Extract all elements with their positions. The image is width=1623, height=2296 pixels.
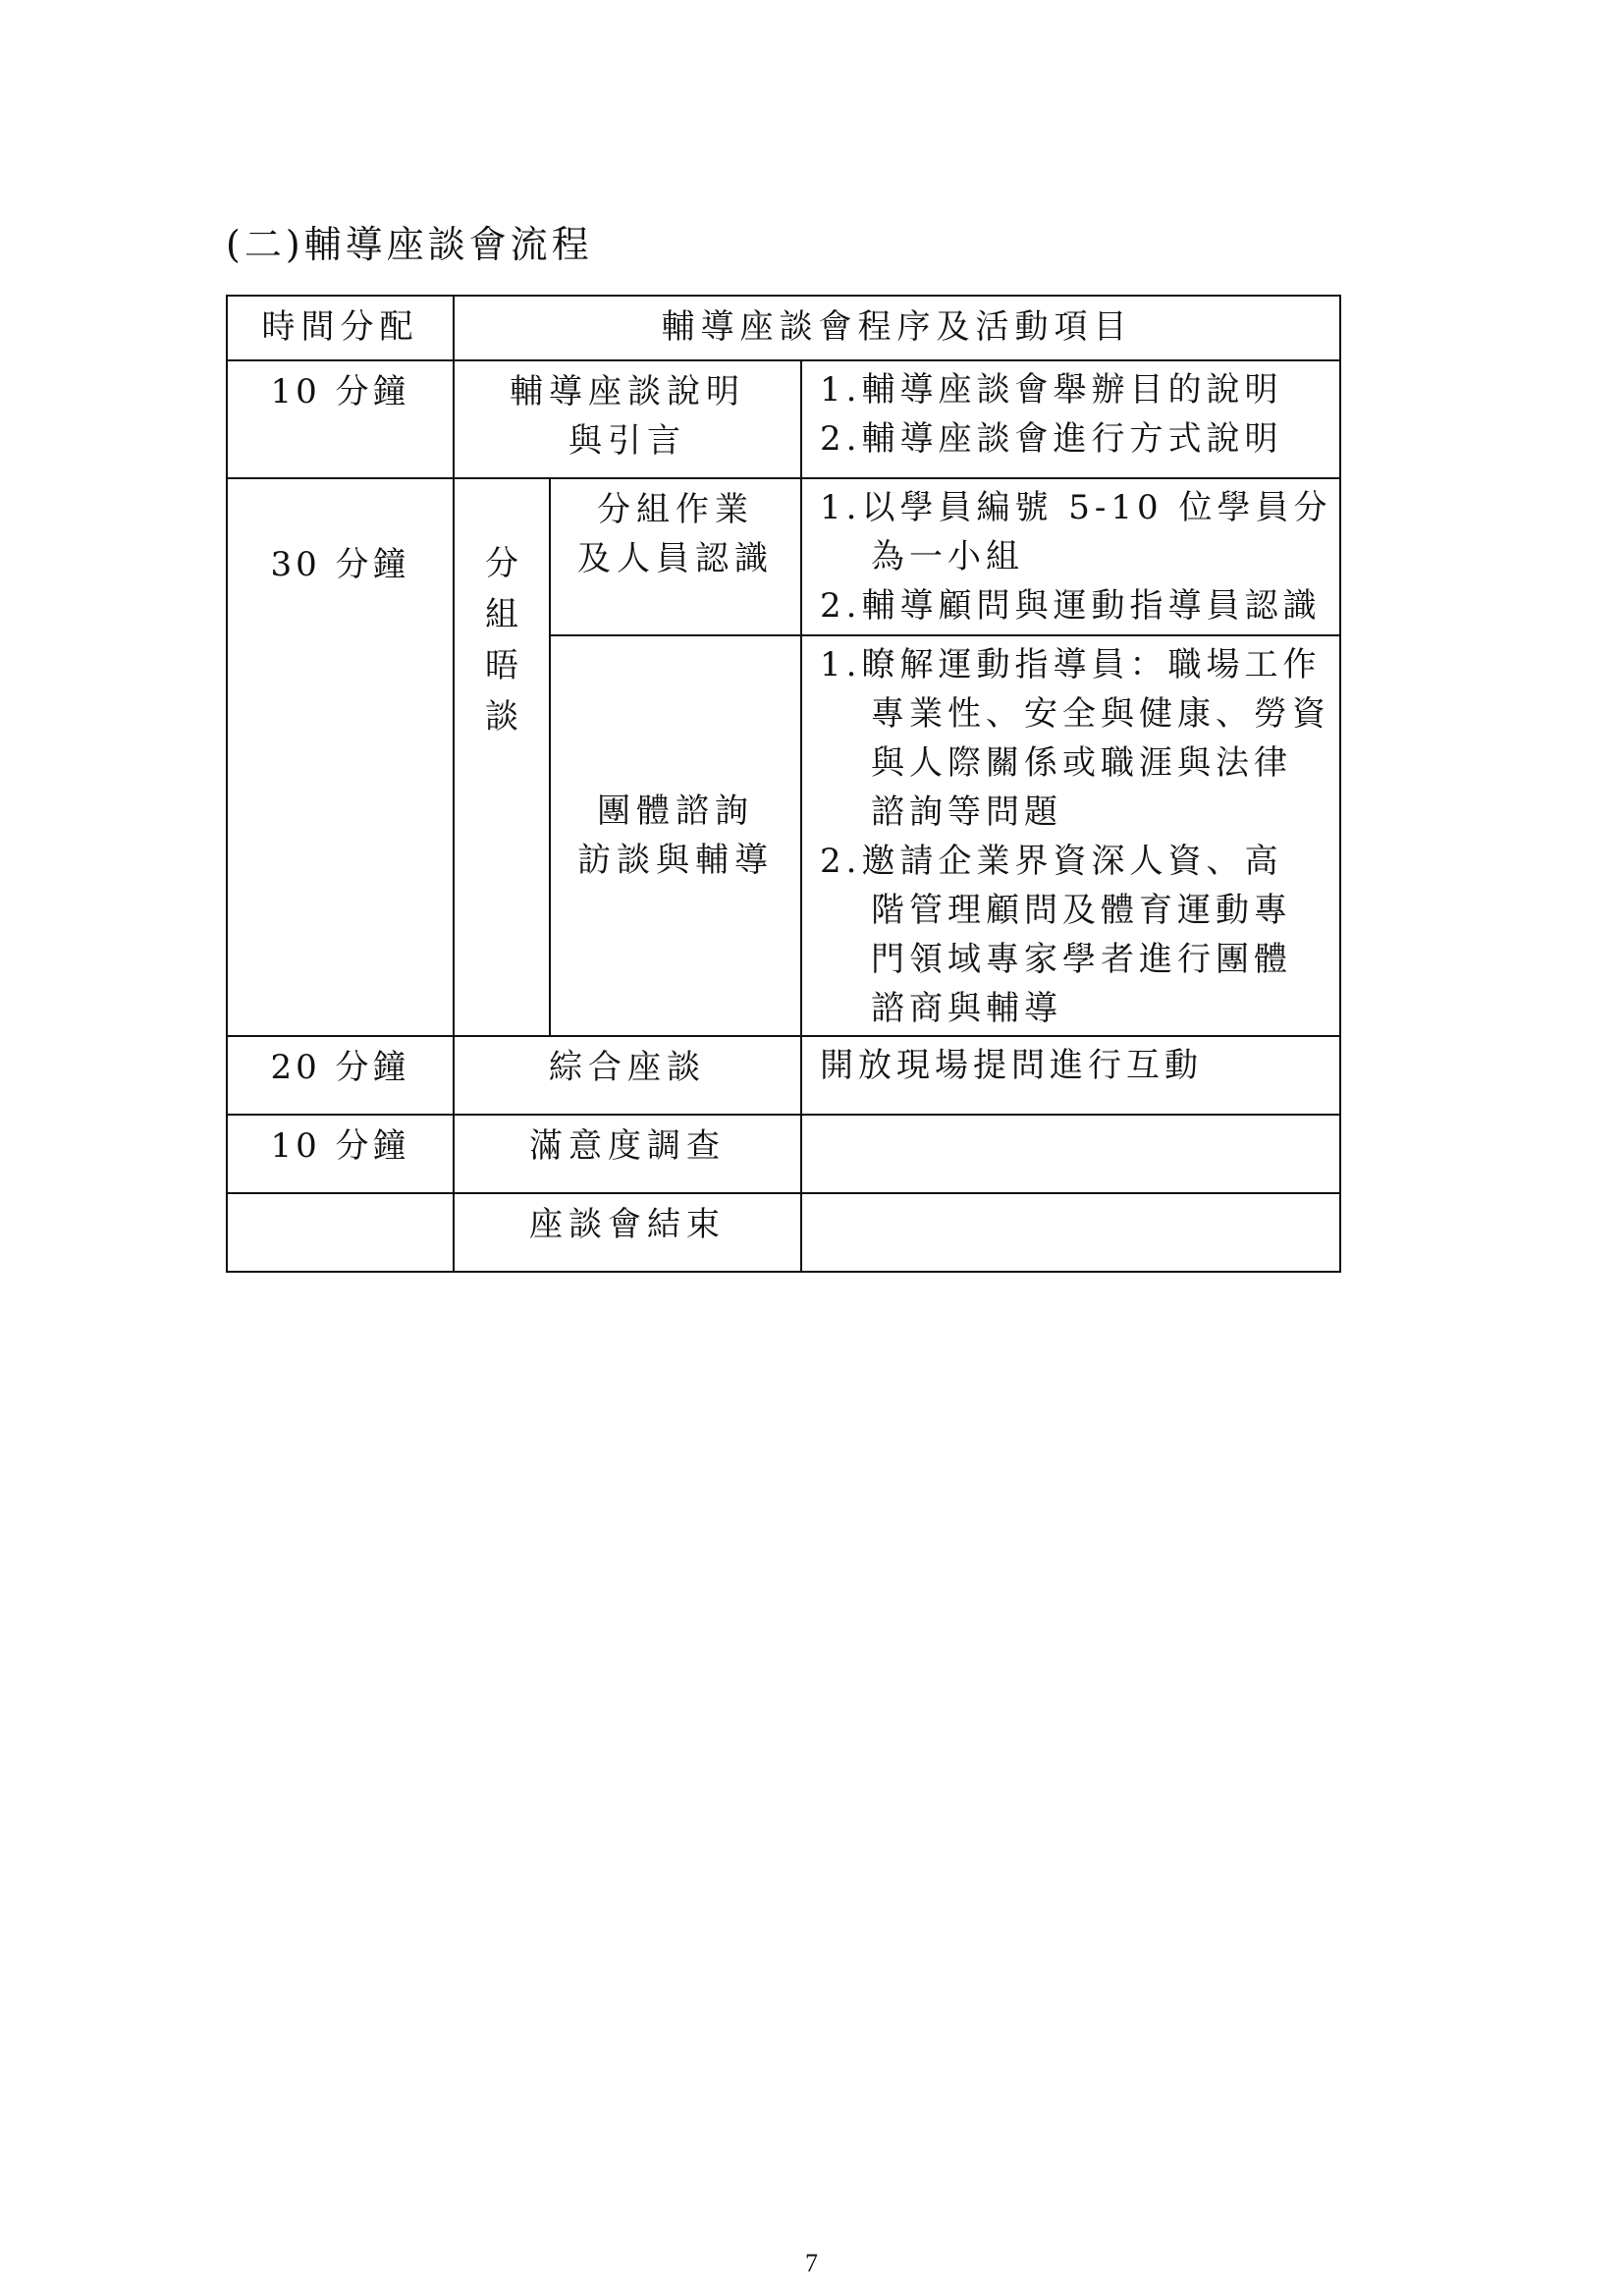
table-row <box>227 1115 1340 1193</box>
item-cell: 開放現場提問進行互動 <box>801 1036 1340 1115</box>
activity-line: 輔導座談說明 <box>510 372 745 411</box>
activity-cell: 滿意度調查 <box>454 1115 801 1193</box>
item-line: 門領域專家學者進行團體 <box>871 940 1292 979</box>
activity-cell <box>550 478 801 635</box>
item-line: 諮商與輔導 <box>871 989 1062 1028</box>
item-line: 2.輔導顧問與運動指導員認識 <box>820 586 1322 626</box>
time-text: 30 分鐘 <box>270 545 410 584</box>
activity-line: 及人員認識 <box>577 539 774 578</box>
activity-cell: 綜合座談 <box>454 1036 801 1115</box>
item-line: 1.輔導座談會舉辦目的說明 <box>820 370 1283 410</box>
time-cell <box>227 478 454 1036</box>
time-cell: 10 分鐘 <box>227 1115 454 1193</box>
table-row <box>227 360 1340 478</box>
activity-line: 團體諮詢 <box>597 792 754 831</box>
group-char: 分 <box>485 544 518 583</box>
table-row <box>227 1036 1340 1115</box>
activity-cell: 座談會結束 <box>454 1193 801 1272</box>
group-char: 談 <box>485 697 518 737</box>
flow-table <box>226 295 1341 1273</box>
table-row <box>227 478 1340 635</box>
item-cell <box>801 360 1340 478</box>
header-program: 輔導座談會程序及活動項目 <box>454 296 1340 360</box>
item-line: 1.以學員編號 5-10 位學員分 <box>820 488 1332 527</box>
time-cell: 20 分鐘 <box>227 1036 454 1115</box>
item-line: 與人際關係或職涯與法律 <box>871 743 1292 783</box>
activity-line: 分組作業 <box>597 490 754 529</box>
activity-line: 訪談與輔導 <box>577 841 774 880</box>
item-cell <box>801 1115 1340 1193</box>
table-row <box>227 1193 1340 1272</box>
section-heading: (二)輔導座談會流程 <box>226 223 593 266</box>
item-cell <box>801 478 1340 635</box>
time-cell <box>227 1193 454 1272</box>
activity-line: 與引言 <box>568 421 686 461</box>
group-label-cell <box>454 478 550 1036</box>
group-char: 晤 <box>485 646 518 685</box>
item-line: 階管理顧問及體育運動專 <box>871 891 1292 930</box>
item-cell <box>801 635 1340 1036</box>
item-line: 2.輔導座談會進行方式說明 <box>820 419 1283 459</box>
activity-cell <box>454 360 801 478</box>
item-cell <box>801 1193 1340 1272</box>
activity-cell <box>550 635 801 1036</box>
page-number: 7 <box>805 2249 818 2277</box>
item-line: 諮詢等問題 <box>871 793 1062 832</box>
item-line: 為一小組 <box>871 537 1024 576</box>
item-line: 專業性、安全與健康、勞資 <box>871 694 1330 734</box>
table-header-row <box>227 296 1340 360</box>
group-char: 組 <box>485 595 518 634</box>
header-time: 時間分配 <box>227 296 454 360</box>
item-line: 2.邀請企業界資深人資、高 <box>820 842 1283 881</box>
item-line: 1.瞭解運動指導員：職場工作 <box>820 645 1322 684</box>
time-cell: 10 分鐘 <box>227 360 454 478</box>
